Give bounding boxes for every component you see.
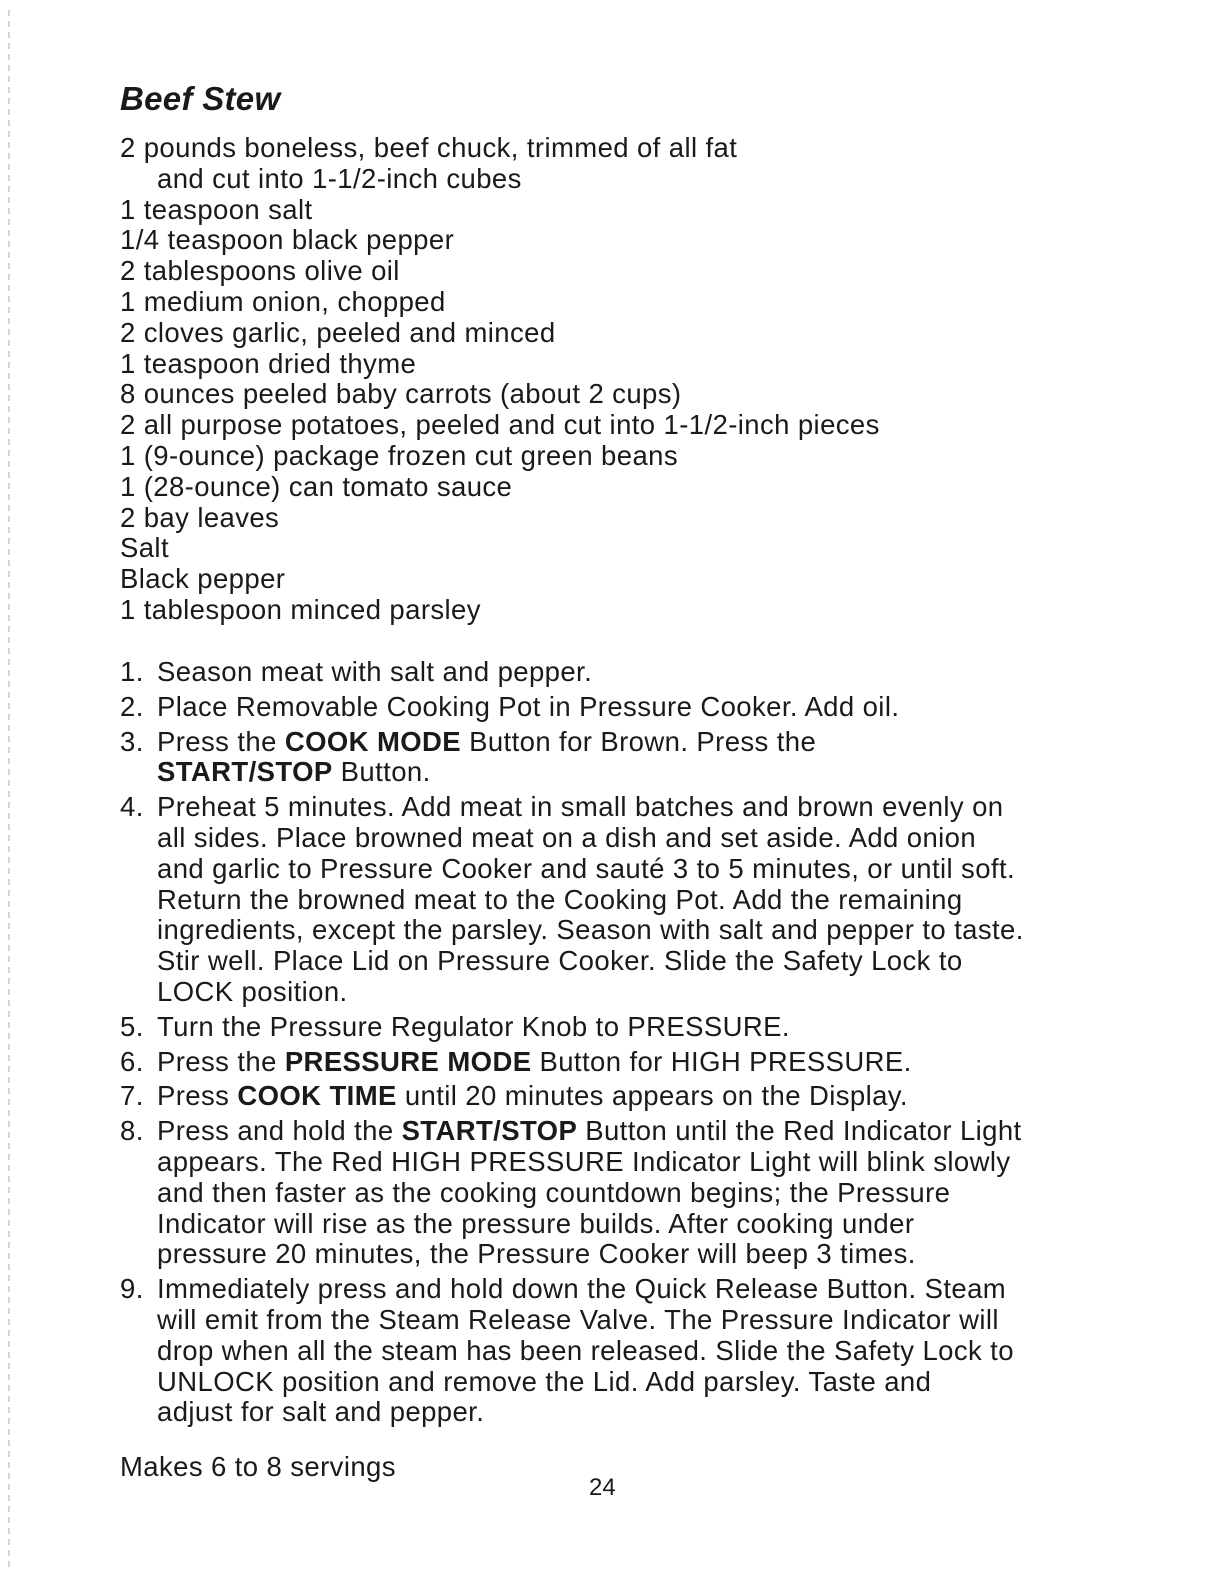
ingredient-item: Black pepper [120,563,286,595]
step-text: Button. [332,756,431,788]
step-line [157,1178,1140,1209]
step-text: adjust for salt and pepper. [157,1396,485,1428]
ingredient-item: 1 tablespoon minced parsley [120,593,481,625]
step-text: and garlic to Pressure Cooker and sauté 3 to 5 minutes, or until soft. [157,852,1016,884]
step-number: 4. [120,791,144,823]
step-line [157,1336,1140,1367]
step-text: Season meat with salt and pepper. [157,656,593,687]
step-line [157,1274,1140,1305]
step-number: 7. [120,1080,144,1112]
ingredient-item: 2 bay leaves [120,501,280,533]
ingredient-item-continuation: and cut into 1-1/2-inch cubes [157,162,522,194]
instruction-step [120,692,1140,723]
instruction-step [120,1116,1140,1270]
step-text: Stir well. Place Lid on Pressure Cooker. Slide the Safety Lock to [157,945,963,977]
step-emphasis: COOK TIME [237,1080,397,1112]
step-text: Button until the Red Indicator Light [577,1115,1022,1147]
step-number: 9. [120,1273,144,1305]
ingredient-item: 2 cloves garlic, peeled and minced [120,316,556,348]
step-text: UNLOCK position and remove the Lid. Add parsley. Taste and [157,1365,932,1397]
ingredient-item: 1 teaspoon dried thyme [120,347,417,379]
step-text: Button for HIGH PRESSURE. [531,1045,912,1077]
step-text: Place Removable Cooking Pot in Pressure Cooker. Add oil. [157,690,900,722]
step-text: pressure 20 minutes, the Pressure Cooker will beep 3 times. [157,1238,916,1270]
step-text: Immediately press and hold down the Quick Release Button. Steam [157,1273,1007,1305]
scan-edge-artifact [8,10,10,1570]
step-line [157,1012,1140,1043]
ingredient-item: 1 medium onion, chopped [120,285,446,317]
ingredient-item: Salt [120,532,169,564]
ingredient-item: 1 (9-ounce) package frozen cut green beans [120,439,678,471]
instruction-step [120,1081,1140,1112]
step-line [157,1367,1140,1398]
ingredient-item: 1/4 teaspoon black pepper [120,224,455,256]
step-number: 6. [120,1045,144,1077]
step-line [157,1047,1140,1078]
page-number: 24 [589,1474,616,1501]
step-text: and then faster as the cooking countdown begins; the Pressure [157,1176,951,1208]
step-emphasis: PRESSURE MODE [284,1045,532,1077]
step-line [157,1397,1140,1428]
step-text: ingredients, except the parsley. Season with salt and pepper to taste. [157,914,1024,946]
step-number: 5. [120,1010,144,1042]
step-text: Press [157,1080,238,1112]
ingredient-item: 1 (28-ounce) can tomato sauce [120,470,513,502]
step-text: all sides. Place browned meat on a dish and set aside. Add onion [157,821,977,853]
step-line [157,1239,1140,1270]
ingredient-item: 1 teaspoon salt [120,193,313,225]
recipe-yield: Makes 6 to 8 servings [120,1451,396,1482]
step-line [157,915,1140,946]
step-emphasis: COOK MODE [284,725,462,757]
instruction-step [120,727,1140,789]
step-text: Indicator will rise as the pressure builds. After cooking under [157,1207,915,1239]
step-text: Preheat 5 minutes. Add meat in small batches and brown evenly on [157,791,1004,823]
step-number: 8. [120,1115,144,1147]
ingredient-item: 2 pounds boneless, beef chuck, trimmed of all fat [120,132,738,163]
step-emphasis: START/STOP [157,756,333,788]
ingredient-item: 2 tablespoons olive oil [120,255,400,287]
step-number: 2. [120,690,144,722]
instruction-list [120,657,1140,1432]
step-line [157,823,1140,854]
step-text: Press and hold the [157,1115,402,1147]
step-text: appears. The Red HIGH PRESSURE Indicator Light will blink slowly [157,1145,1011,1177]
step-text: until 20 minutes appears on the Display. [396,1080,908,1112]
instruction-step [120,657,1140,688]
step-text: Press the [157,725,285,757]
step-line [157,1081,1140,1112]
step-line [157,757,1140,788]
instruction-step [120,1047,1140,1078]
instruction-step [120,1274,1140,1428]
step-line [157,692,1140,723]
step-line [157,657,1140,688]
step-line [157,1305,1140,1336]
step-line [157,885,1140,916]
step-text: will emit from the Steam Release Valve. The Pressure Indicator will [157,1303,999,1335]
step-number: 3. [120,725,144,757]
step-text: Turn the Pressure Regulator Knob to PRESSURE. [157,1010,790,1042]
step-text: LOCK position. [157,975,348,1007]
instruction-step [120,792,1140,1008]
step-text: Return the browned meat to the Cooking Pot. Add the remaining [157,883,963,915]
ingredient-item: 8 ounces peeled baby carrots (about 2 cups) [120,378,682,410]
step-number: 1. [120,656,144,687]
ingredient-item: 2 all purpose potatoes, peeled and cut into 1-1/2-inch pieces [120,409,880,441]
step-line [157,977,1140,1008]
step-text: drop when all the steam has been released. Slide the Safety Lock to [157,1334,1014,1366]
step-line [157,854,1140,885]
step-line [157,1209,1140,1240]
step-text: Button for Brown. Press the [461,725,817,757]
step-line [157,792,1140,823]
step-text: Press the [157,1045,285,1077]
step-line [157,946,1140,977]
step-line [157,727,1140,758]
step-line [157,1147,1140,1178]
instruction-step [120,1012,1140,1043]
step-line [157,1116,1140,1147]
step-emphasis: START/STOP [401,1115,578,1147]
recipe-title: Beef Stew [120,80,281,117]
ingredient-list [120,133,1120,626]
